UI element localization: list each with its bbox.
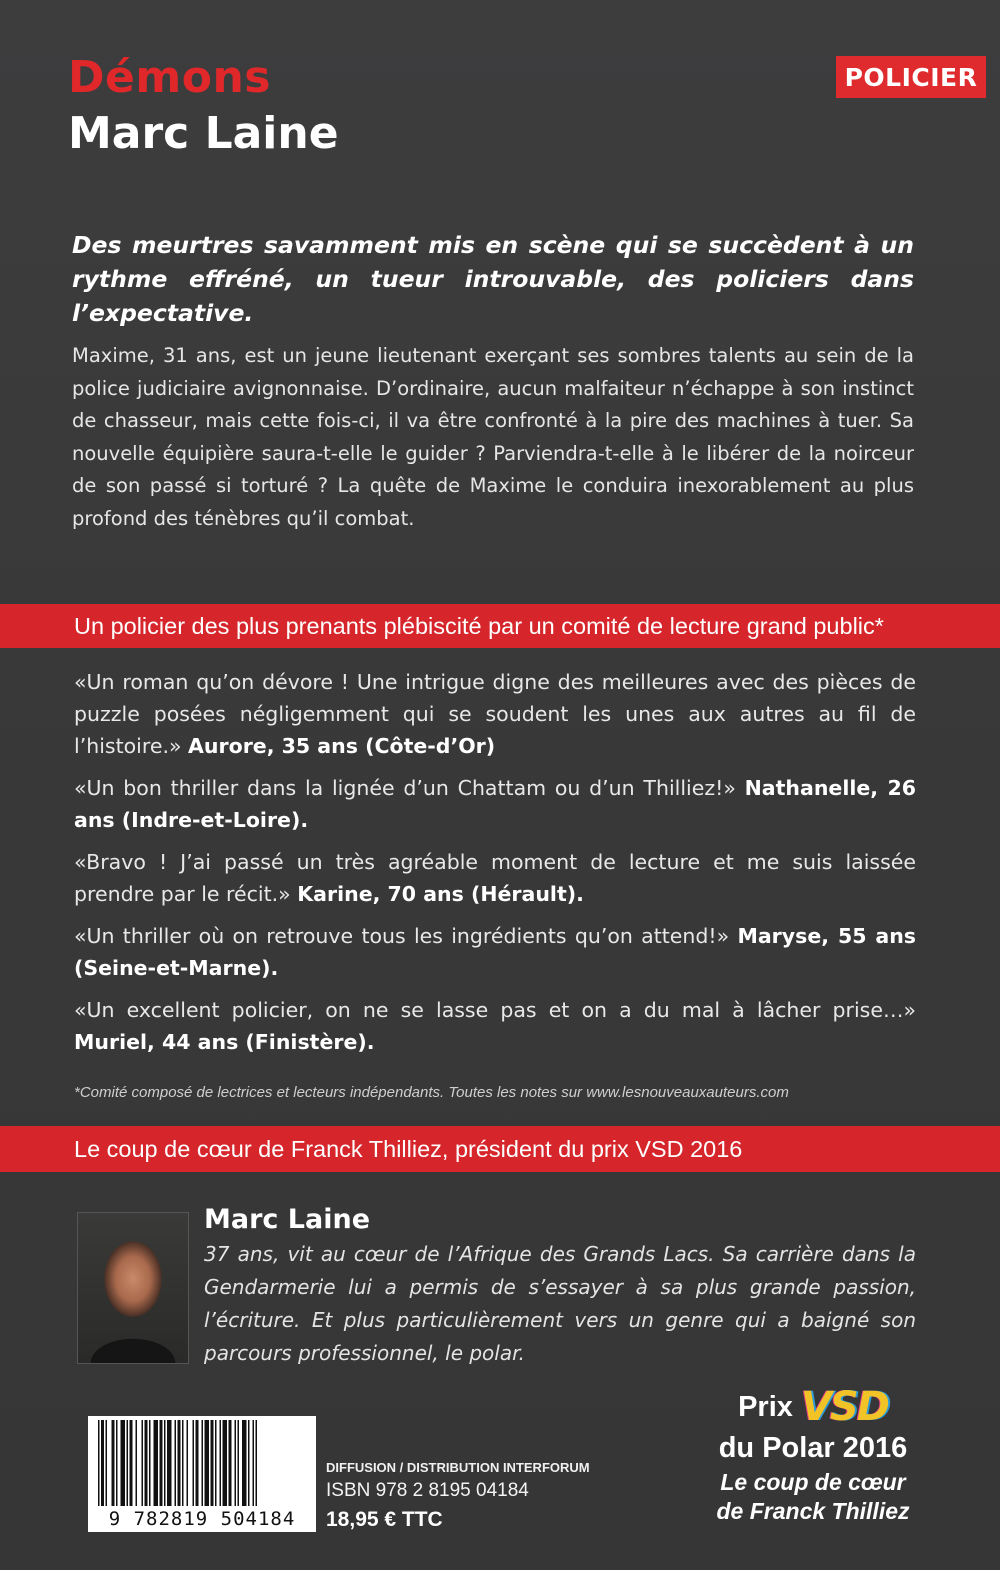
review-item bbox=[74, 846, 916, 910]
blurb-lead: Des meurtres savamment mis en scène qui se succèdent à un rythme effréné, un tueur introuvable, des policiers dans l’expectative. bbox=[72, 231, 914, 327]
review-author: Muriel, 44 ans (Finistère). bbox=[74, 1030, 375, 1054]
reviews-banner bbox=[0, 604, 1000, 648]
prize-line3: Le coup de cœur bbox=[720, 1469, 906, 1495]
barcode-digits: 9 782819 504184 bbox=[108, 1508, 296, 1530]
prize-title-row bbox=[700, 1384, 926, 1430]
author-name: Marc Laine bbox=[68, 108, 339, 159]
prize-block bbox=[700, 1384, 926, 1525]
genre-badge: POLICIER bbox=[836, 56, 986, 98]
review-quote: «Un roman qu’on dévore ! Une intrigue digne des meilleures avec des pièces de puzzle posées négligemment qui se soudent les unes aux autres au fil de l’histoire.» bbox=[74, 670, 916, 758]
review-item bbox=[74, 920, 916, 984]
review-item bbox=[74, 772, 916, 836]
price-text: 18,95 € TTC bbox=[326, 1508, 443, 1531]
prize-line4: de Franck Thilliez bbox=[716, 1498, 910, 1524]
book-title: Démons bbox=[68, 52, 271, 103]
author-photo bbox=[77, 1212, 189, 1364]
review-quote: «Un bon thriller dans la lignée d’un Chattam ou d’un Thilliez!» bbox=[74, 776, 736, 800]
prize-banner bbox=[0, 1126, 1000, 1172]
review-quote: «Un excellent policier, on ne se lasse pas et on a du mal à lâcher prise…» bbox=[74, 998, 916, 1022]
review-quote: «Un thriller où on retrouve tous les ingrédients qu’on attend!» bbox=[74, 924, 730, 948]
barcode bbox=[88, 1416, 316, 1532]
bio-text: 37 ans, vit au cœur de l’Afrique des Grands Lacs. Sa carrière dans la Gendarmerie lui a permis de s’essayer à sa plus grande passion, l’écriture. Et plus particulièrement vers un genre qui a baigné son parcours professionnel, le polar. bbox=[204, 1242, 916, 1365]
review-item bbox=[74, 666, 916, 762]
review-item bbox=[74, 994, 916, 1058]
reviews-list bbox=[74, 666, 916, 1068]
bio-author-name: Marc Laine bbox=[204, 1204, 371, 1235]
review-author: Nathanelle, 26 ans (Indre-et-Loire). bbox=[74, 776, 916, 832]
committee-footnote: *Comité composé de lectrices et lecteurs indépendants. Toutes les notes sur www.lesnouveauxauteurs.com bbox=[74, 1084, 789, 1101]
prize-prefix: Prix bbox=[738, 1390, 793, 1423]
review-quote: «Bravo ! J’ai passé un très agréable moment de lecture et me suis laissée prendre par le récit.» bbox=[74, 850, 916, 906]
barcode-bars-icon bbox=[96, 1420, 308, 1506]
distribution-text: DIFFUSION / DISTRIBUTION INTERFORUM bbox=[326, 1460, 590, 1475]
reviews-banner-text: Un policier des plus prenants plébiscité par un comité de lecture grand public* bbox=[74, 612, 884, 639]
isbn-text: ISBN 978 2 8195 04184 bbox=[326, 1480, 529, 1501]
prize-banner-text: Le coup de cœur de Franck Thilliez, président du prix VSD 2016 bbox=[74, 1135, 743, 1162]
review-author: Maryse, 55 ans (Seine-et-Marne). bbox=[74, 924, 916, 980]
review-author: Aurore, 35 ans (Côte-d’Or) bbox=[188, 734, 496, 758]
prize-line2: du Polar 2016 bbox=[718, 1432, 908, 1464]
blurb-synopsis: Maxime, 31 ans, est un jeune lieutenant exerçant ses sombres talents au sein de la police judiciaire avignonnaise. D’ordinaire, aucun malfaiteur n’échappe à son instinct de chasseur, mais cette fois-ci, il va être confronté à la pire des machines à tuer. Sa nouvelle équipière saura-t-elle le guider ? Parviendra-t-elle à le libérer de la noirceur de son passé si torturé ? La quête de Maxime le conduira inexorablement au plus profond des ténèbres qu’il combat. bbox=[72, 344, 914, 530]
review-author: Karine, 70 ans (Hérault). bbox=[297, 882, 584, 906]
vsd-logo: VSD bbox=[800, 1384, 888, 1430]
